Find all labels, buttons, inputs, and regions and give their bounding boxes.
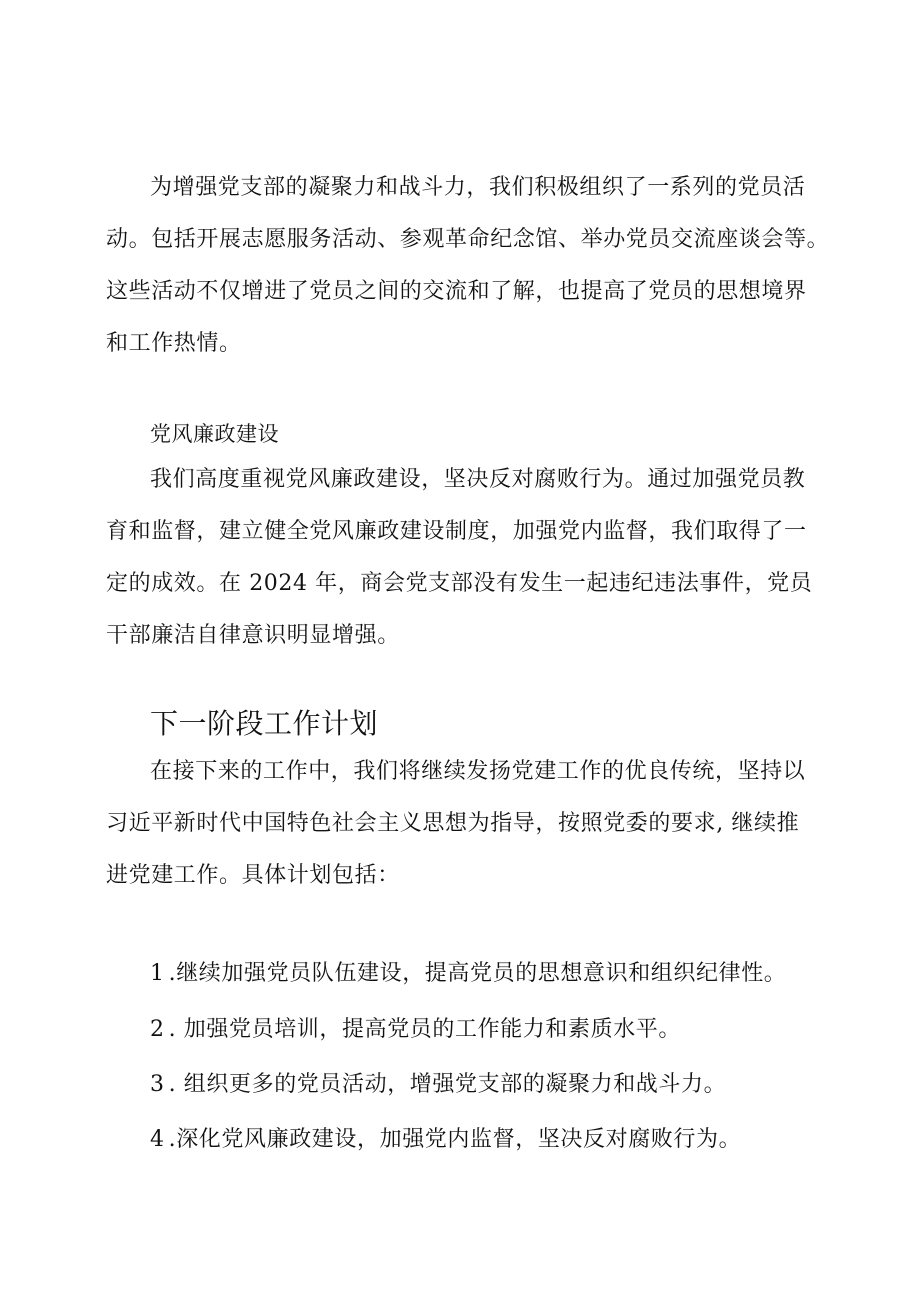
integrity-line: 干部廉洁自律意识明显增强。	[106, 623, 400, 648]
activities-line: 动。包括开展志愿服务活动、参观革命纪念馆、举办党员交流座谈会等。	[106, 227, 830, 252]
list-item-number: 3	[150, 1072, 165, 1097]
list-item-number: 2	[150, 1017, 165, 1042]
activities-paragraph	[106, 162, 830, 370]
activities-line: 和工作热情。	[106, 331, 242, 356]
integrity-line: 定的成效。在 2024 年，商会党支部没有发生一起违纪违法事件，党员	[106, 571, 813, 596]
integrity-line: 我们高度重视党风廉政建设，坚决反对腐败行为。通过加强党员教	[150, 467, 806, 492]
plan-list-item	[150, 1012, 681, 1043]
plan-title: 下一阶段工作计划	[150, 707, 379, 740]
plan-line: 进党建工作。具体计划包括：	[106, 863, 400, 888]
list-item-text: . 组织更多的党员活动，增强党支部的凝聚力和战斗力。	[168, 1072, 727, 1097]
list-item-number: 1	[150, 961, 165, 986]
plan-list-item	[150, 956, 786, 987]
list-item-text: .继续加强党员队伍建设，提高党员的思想意识和组织纪律性。	[168, 961, 787, 986]
list-item-text: . 加强党员培训，提高党员的工作能力和素质水平。	[168, 1017, 681, 1042]
list-item-text: .深化党风廉政建设，加强党内监督，坚决反对腐败行为。	[168, 1127, 742, 1152]
integrity-title: 党风廉政建设	[150, 422, 279, 446]
plan-list-item	[150, 1122, 741, 1153]
integrity-line: 育和监督，建立健全党风廉政建设制度，加强党内监督，我们取得了一	[106, 519, 807, 544]
activities-line: 这些活动不仅增进了党员之间的交流和了解，也提高了党员的思想境界	[106, 279, 807, 304]
activities-line: 为增强党支部的凝聚力和战斗力，我们积极组织了一系列的党员活	[150, 175, 806, 200]
integrity-paragraph	[106, 454, 826, 662]
plan-list-item	[150, 1067, 726, 1098]
list-item-number: 4	[150, 1127, 165, 1152]
plan-line: 习近平新时代中国特色社会主义思想为指导，按照党委的要求, 继续推	[106, 811, 800, 836]
plan-line: 在接下来的工作中，我们将继续发扬党建工作的优良传统，坚持以	[150, 759, 806, 784]
plan-paragraph	[106, 746, 826, 902]
